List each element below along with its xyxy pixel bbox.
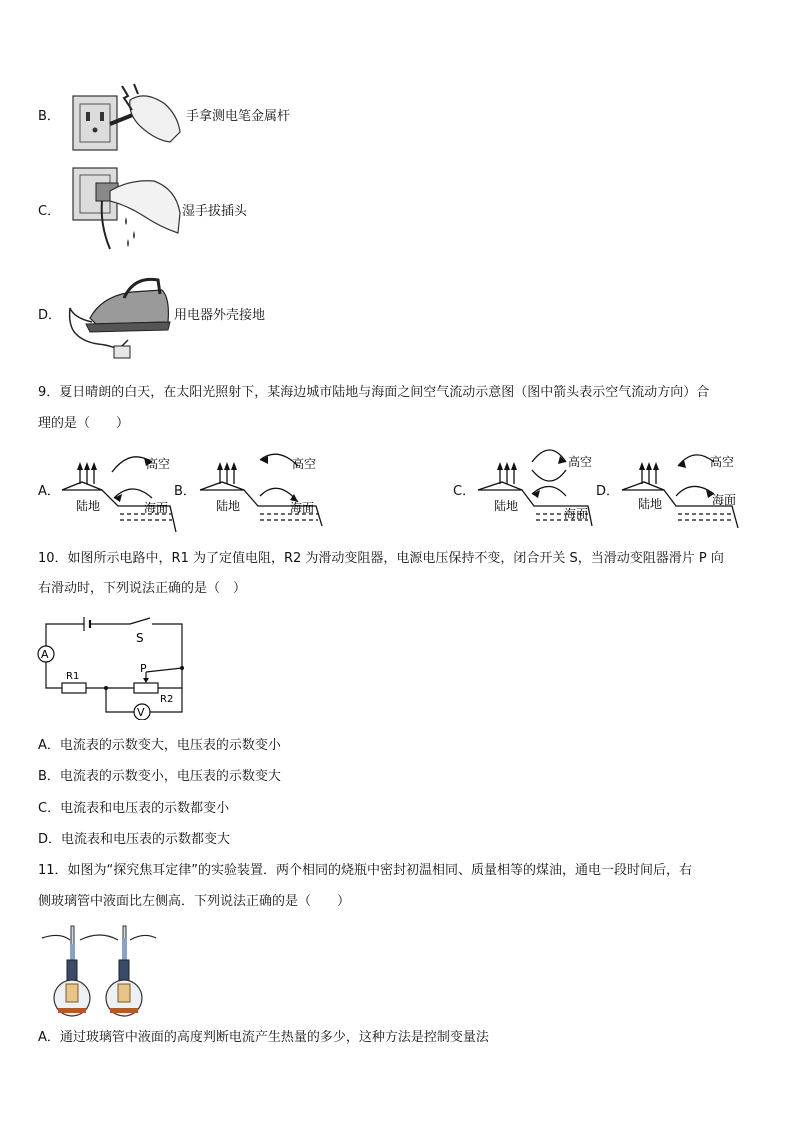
q9-d-sea-label: 海面 xyxy=(712,493,737,507)
ammeter-label: A xyxy=(41,648,49,661)
q9-diagram-a xyxy=(60,444,180,534)
q8-option-b-letter: B． xyxy=(38,109,60,124)
q11-stem-line2: 侧玻璃管中液面比左侧高．下列说法正确的是（ ） xyxy=(38,894,351,909)
slider-label: P xyxy=(140,662,147,675)
test-pen-hand-icon xyxy=(70,82,182,152)
voltmeter-label: V xyxy=(137,706,145,719)
q9-c-high-label: 高空 xyxy=(568,455,593,469)
q10-stem-line1: 10．如图所示电路中，R1 为了定值电阻，R2 为滑动变阻器，电源电压保持不变，闭合开关 S，当滑动变阻器滑片 P 向 xyxy=(38,551,724,566)
q10-option-b: B．电流表的示数变小，电压表的示数变大 xyxy=(38,769,281,784)
q9-diagram-d xyxy=(620,444,744,534)
q9-b-high-label: 高空 xyxy=(292,457,317,471)
q9-a-high-label: 高空 xyxy=(146,457,171,471)
q9-d-high-label: 高空 xyxy=(710,455,735,469)
q8-option-d-letter: D． xyxy=(38,308,62,323)
q9-diagram-c xyxy=(476,440,600,534)
joule-law-apparatus-image xyxy=(40,924,158,1018)
q10-option-c: C．电流表和电压表的示数都变小 xyxy=(38,801,230,816)
q10-stem-line2: 右滑动时，下列说法正确的是（ ） xyxy=(38,581,247,596)
q9-diagram-b xyxy=(198,444,328,534)
q9-c-land-label: 陆地 xyxy=(494,499,519,513)
q9-d-land-label: 陆地 xyxy=(638,497,663,511)
q9-option-c-letter: C． xyxy=(453,484,476,499)
q9-a-land-label: 陆地 xyxy=(76,499,101,513)
q10-circuit-diagram xyxy=(36,616,188,720)
q9-stem-line1: 9．夏日晴朗的白天，在太阳光照射下，某海边城市陆地与海面之间空气流动示意图（图中箭头表示空气流动方向）合 xyxy=(38,385,710,400)
r2-label: R2 xyxy=(160,694,174,705)
q9-option-a-letter: A． xyxy=(38,484,60,499)
q8-option-b-text: 手拿测电笔金属杆 xyxy=(186,109,291,124)
q9-option-b-letter: B． xyxy=(174,484,196,499)
q8-option-c-text: 湿手拔插头 xyxy=(182,204,248,219)
q10-option-a: A．电流表的示数变大，电压表的示数变小 xyxy=(38,738,281,753)
q9-option-d-letter: D． xyxy=(596,484,620,499)
q10-option-d: D．电流表和电压表的示数都变大 xyxy=(38,832,231,847)
r1-label: R1 xyxy=(66,671,80,682)
electric-iron-icon xyxy=(62,270,172,362)
q9-b-land-label: 陆地 xyxy=(216,499,241,513)
q8-option-d-text: 用电器外壳接地 xyxy=(174,308,266,323)
wet-hand-plug-icon xyxy=(70,165,182,251)
q9-b-sea-label: 海面 xyxy=(290,501,315,515)
switch-label: S xyxy=(136,631,144,645)
q9-c-sea-label: 海面 xyxy=(564,507,589,521)
q9-stem-line2: 理的是（ ） xyxy=(38,416,130,431)
q11-option-a: A．通过玻璃管中液面的高度判断电流产生热量的多少，这种方法是控制变量法 xyxy=(38,1030,489,1045)
q8-option-c-letter: C． xyxy=(38,204,61,219)
q9-a-sea-label: 海面 xyxy=(144,501,169,515)
q11-stem-line1: 11．如图为“探究焦耳定律”的实验装置．两个相同的烧瓶中密封初温相同、质量相等的煤油，通电一段时间后，右 xyxy=(38,863,693,878)
